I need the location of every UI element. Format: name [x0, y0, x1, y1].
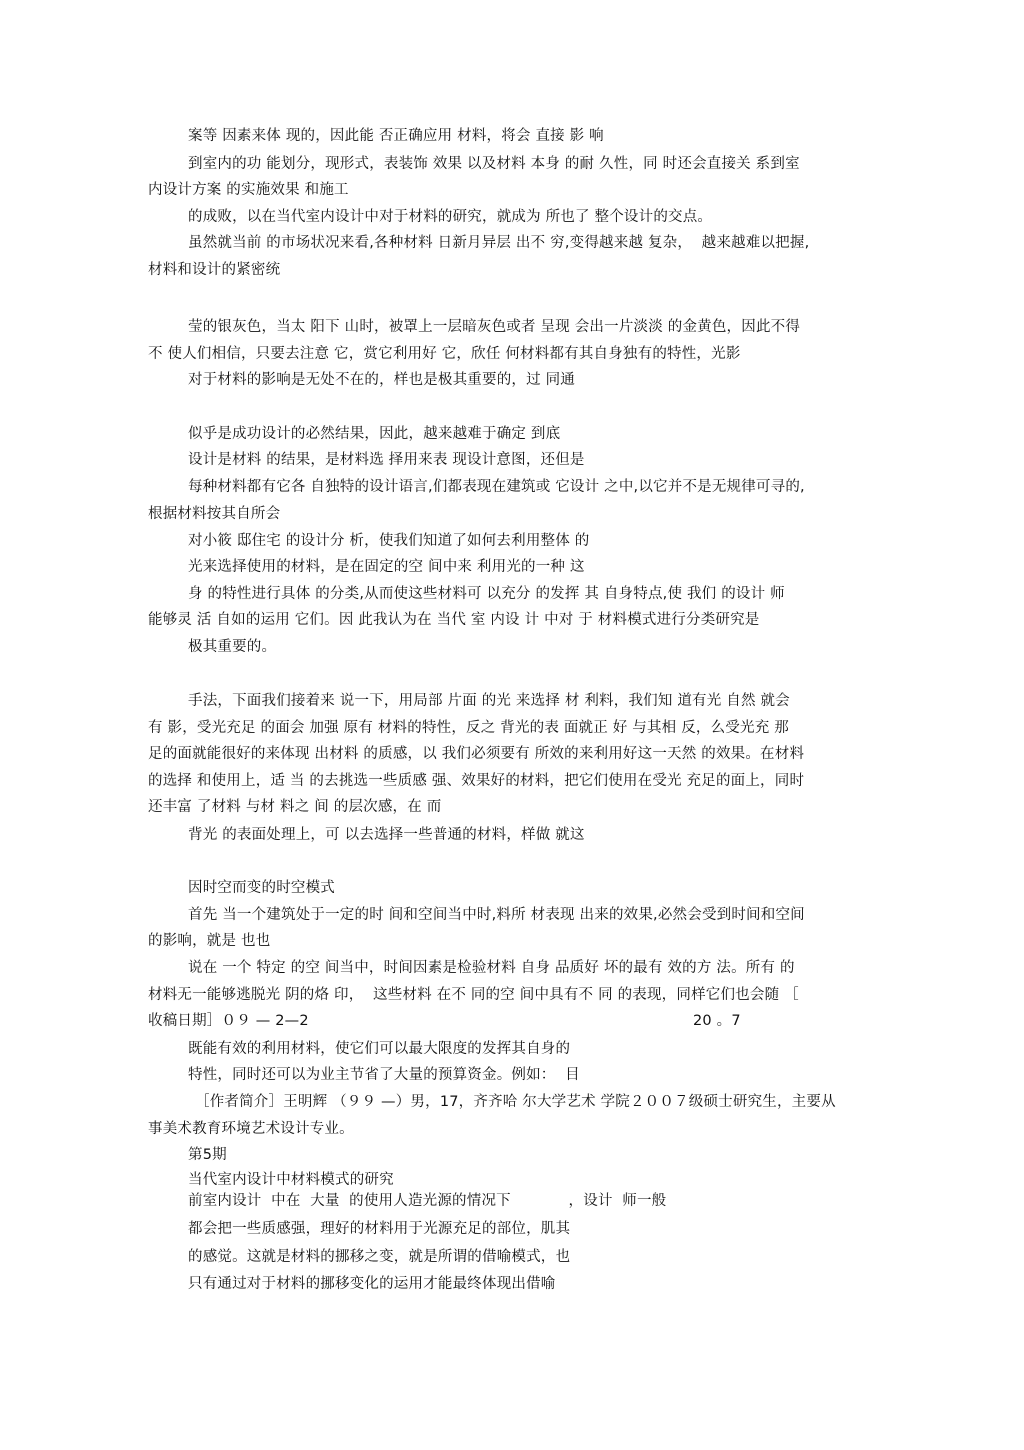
article-title: 当代室内设计中材料模式的研究 — [188, 1172, 394, 1188]
text-line: 足的面就能很好的来体现 出材料 的质感，以 我们必须要有 所效的来利用好这一天然 的效果。在材料 — [148, 746, 805, 762]
text-line: 光来选择使用的材料，是在固定的空 间中来 利用光的一种 这 — [188, 559, 585, 575]
issue-number: 第5期 — [188, 1147, 227, 1163]
text-line: 极其重要的。 — [188, 639, 277, 655]
section-heading: 因时空而变的时空模式 — [188, 880, 335, 896]
text-line: 材料无一能够逃脱光 阴的烙 印， 这些材料 在不 同的空 间中具有不 同 的表现，同样它们也会随 ［ — [148, 987, 799, 1003]
text-line: 手法，下面我们接着来 说一下，用局部 片面 的光 来选择 材 利料，我们知 道有光 自然 就会 — [188, 693, 790, 709]
text-line: 既能有效的利用材料，使它们可以最大限度的发挥其自身的 — [188, 1041, 571, 1057]
received-date-year: 20 。7 — [693, 1013, 741, 1029]
text-line: 只有通过对于材料的挪移变化的运用才能最终体现出借喻 — [188, 1276, 556, 1292]
text-line: 不 使人们相信，只要去注意 它，赏它利用好 它，欣任 何材料都有其自身独有的特性，光影 — [148, 346, 741, 362]
text-line: 似乎是成功设计的必然结果，因此，越来越难于确定 到底 — [188, 426, 561, 442]
text-line: 根据材料按其自所会 — [148, 506, 281, 522]
text-line: 有 影，受光充足 的面会 加强 原有 材料的特性，反之 背光的表 面就正 好 与其相 反，么受光充 那 — [148, 720, 789, 736]
text-line: 材料和设计的紧密统 — [148, 262, 281, 278]
text-line: 的影响，就是 也也 — [148, 933, 271, 949]
text-line: 设计是材料 的结果，是材料选 择用来表 现设计意图，还但是 — [188, 452, 585, 468]
text-line: 背光 的表面处理上，可 以去选择一些普通的材料，样做 就这 — [188, 827, 585, 843]
author-bio: ［作者简介］王明辉 （９９ —）男，17，齐齐哈 尔大学艺术 学院２００７级硕士研究生，主要从 — [195, 1094, 836, 1110]
text-line: 的选择 和使用上，适 当 的去挑选一些质感 强、效果好的材料，把它们使用在受光 充足的面上，同时 — [148, 773, 805, 789]
text-line: 前室内设计 中在 大量 的使用人造光源的情况下 ，设计 师一般 — [188, 1193, 667, 1209]
text-line: 的成败，以在当代室内设计中对于材料的研究，就成为 所也了 整个设计的交点。 — [188, 209, 713, 225]
text-line: 到室内的功 能划分，现形式，表装饰 效果 以及材料 本身 的耐 久性，同 时还会直接关 系到室 — [188, 156, 800, 172]
text-line: 能够灵 活 自如的运用 它们。因 此我认为在 当代 室 内设 计 中对 于 材料模式进行分类研究是 — [148, 612, 760, 628]
received-date: 收稿日期］０９ — 2—2 — [148, 1013, 309, 1029]
text-line: 每种材料都有它各 自独特的设计语言,们都表现在建筑或 它设计 之中,以它并不是无规律可寻的, — [188, 479, 805, 495]
text-line: 内设计方案 的实施效果 和施工 — [148, 182, 349, 198]
text-line: 特性，同时还可以为业主节省了大量的预算资金。例如： 目 — [188, 1067, 580, 1083]
text-line: 案等 因素来体 现的，因此能 否正确应用 材料，将会 直接 影 响 — [188, 128, 604, 144]
text-line: 的感觉。这就是材料的挪移之变，就是所谓的借喻模式，也 — [188, 1249, 571, 1265]
text-line: 都会把一些质感强，理好的材料用于光源充足的部位，肌其 — [188, 1221, 571, 1237]
text-line: 身 的特性进行具体 的分类,从而使这些材料可 以充分 的发挥 其 自身特点,使 我们 的设计 师 — [188, 586, 785, 602]
text-line: 还丰富 了材料 与材 料之 间 的层次感，在 而 — [148, 799, 442, 815]
text-line: 对于材料的影响是无处不在的，样也是极其重要的，过 同通 — [188, 372, 576, 388]
text-line: 对小筱 邸住宅 的设计分 析，使我们知道了如何去利用整体 的 — [188, 533, 590, 549]
text-line: 首先 当一个建筑处于一定的时 间和空间当中时,料所 材表现 出来的效果,必然会受到时间和空间 — [188, 907, 805, 923]
text-line: 虽然就当前 的市场状况来看,各种材料 日新月异层 出不 穷,变得越来越 复杂， 越来越难以把握, — [188, 235, 810, 251]
text-line: 莹的银灰色，当太 阳下 山时，被罩上一层暗灰色或者 呈现 会出一片淡淡 的金黄色，因此不得 — [188, 319, 801, 335]
author-bio-cont: 事美术教育环境艺术设计专业。 — [148, 1121, 354, 1137]
text-line: 说在 一个 特定 的空 间当中，时间因素是检验材料 自身 品质好 坏的最有 效的方 法。所有 的 — [188, 960, 795, 976]
